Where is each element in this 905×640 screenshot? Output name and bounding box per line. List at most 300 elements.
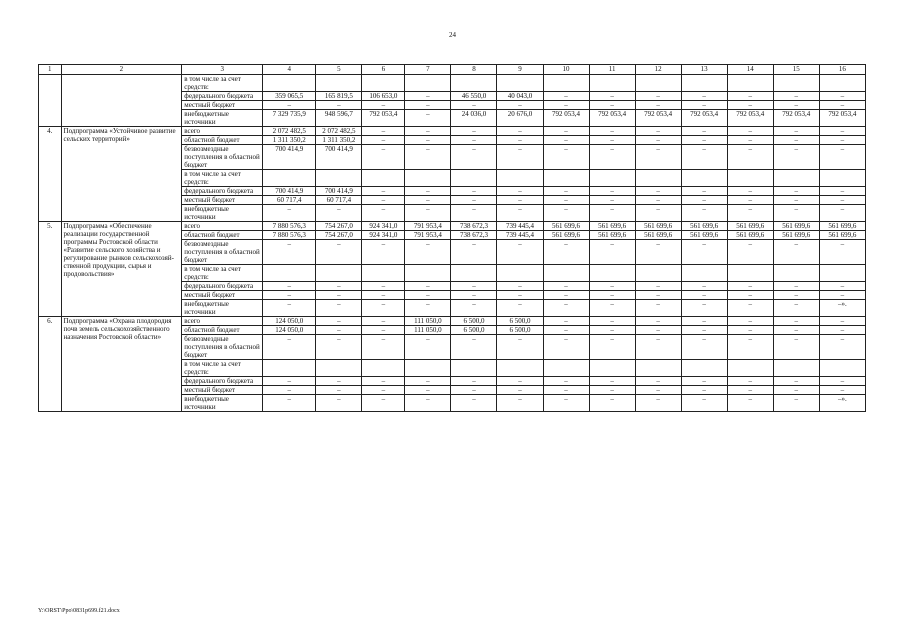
amount-cell: – <box>497 205 543 222</box>
amount-cell: – <box>819 136 865 145</box>
amount-cell: – <box>819 127 865 136</box>
amount-cell: 754 267,0 <box>316 222 362 231</box>
amount-cell: – <box>681 386 727 395</box>
funding-source: областной бюджет <box>182 326 263 335</box>
amount-cell: – <box>635 377 681 386</box>
amount-cell <box>819 75 865 92</box>
amount-cell: – <box>819 240 865 265</box>
amount-cell <box>773 170 819 187</box>
amount-cell: 561 699,6 <box>589 222 635 231</box>
amount-cell: – <box>681 326 727 335</box>
amount-cell: – <box>727 145 773 170</box>
amount-cell: – <box>263 291 316 300</box>
amount-cell: – <box>589 282 635 291</box>
amount-cell: 792 053,4 <box>773 110 819 127</box>
amount-cell: – <box>497 300 543 317</box>
amount-cell: –». <box>819 300 865 317</box>
amount-cell: – <box>263 377 316 386</box>
amount-cell: – <box>589 335 635 360</box>
amount-cell <box>773 360 819 377</box>
amount-cell: – <box>635 291 681 300</box>
amount-cell: 561 699,6 <box>773 231 819 240</box>
amount-cell <box>543 170 589 187</box>
amount-cell <box>497 360 543 377</box>
amount-cell: – <box>635 326 681 335</box>
amount-cell: – <box>727 240 773 265</box>
table-row <box>39 75 866 92</box>
amount-cell: – <box>589 300 635 317</box>
amount-cell <box>362 360 405 377</box>
amount-cell <box>543 75 589 92</box>
program-number: 6. <box>39 317 62 412</box>
amount-cell: 6 500,0 <box>497 317 543 326</box>
funding-source: внебюджетные источники <box>182 205 263 222</box>
amount-cell: – <box>451 136 497 145</box>
amount-cell <box>727 265 773 282</box>
amount-cell: – <box>543 127 589 136</box>
amount-cell: – <box>681 196 727 205</box>
amount-cell: – <box>681 205 727 222</box>
amount-cell: – <box>819 317 865 326</box>
amount-cell: – <box>589 187 635 196</box>
amount-cell: – <box>263 395 316 412</box>
amount-cell: – <box>635 240 681 265</box>
amount-cell: – <box>497 386 543 395</box>
amount-cell: – <box>681 187 727 196</box>
funding-source: внебюджетные источники <box>182 300 263 317</box>
amount-cell: – <box>405 395 451 412</box>
amount-cell: – <box>681 101 727 110</box>
program-number: 5. <box>39 222 62 317</box>
amount-cell: 111 050,0 <box>405 326 451 335</box>
amount-cell <box>589 75 635 92</box>
amount-cell: – <box>362 145 405 170</box>
amount-cell <box>497 265 543 282</box>
amount-cell: – <box>589 326 635 335</box>
amount-cell: – <box>362 317 405 326</box>
amount-cell: – <box>316 395 362 412</box>
amount-cell: – <box>316 101 362 110</box>
amount-cell: – <box>773 92 819 101</box>
amount-cell: – <box>543 300 589 317</box>
amount-cell: 60 717,4 <box>263 196 316 205</box>
amount-cell: – <box>773 145 819 170</box>
funding-source: в том числе за счет средств: <box>182 265 263 282</box>
amount-cell: – <box>727 92 773 101</box>
column-number-header: 13 <box>681 65 727 75</box>
amount-cell <box>543 360 589 377</box>
column-number-header: 6 <box>362 65 405 75</box>
amount-cell: 754 267,0 <box>316 231 362 240</box>
funding-source: безвозмездные поступления в областной бюджет <box>182 240 263 265</box>
amount-cell <box>773 265 819 282</box>
amount-cell: 792 053,4 <box>543 110 589 127</box>
amount-cell: 561 699,6 <box>727 222 773 231</box>
amount-cell: – <box>497 136 543 145</box>
amount-cell: – <box>681 300 727 317</box>
amount-cell: – <box>773 240 819 265</box>
amount-cell: 792 053,4 <box>635 110 681 127</box>
amount-cell: – <box>543 92 589 101</box>
amount-cell: 124 050,0 <box>263 326 316 335</box>
amount-cell <box>773 75 819 92</box>
amount-cell: –». <box>819 395 865 412</box>
amount-cell: – <box>405 205 451 222</box>
amount-cell <box>451 75 497 92</box>
amount-cell <box>589 360 635 377</box>
funding-source: местный бюджет <box>182 291 263 300</box>
amount-cell: – <box>635 395 681 412</box>
amount-cell: 165 819,5 <box>316 92 362 101</box>
amount-cell: – <box>681 127 727 136</box>
column-number-header: 3 <box>182 65 263 75</box>
amount-cell <box>451 170 497 187</box>
column-number-header: 16 <box>819 65 865 75</box>
amount-cell: – <box>681 377 727 386</box>
amount-cell: – <box>589 101 635 110</box>
amount-cell: 561 699,6 <box>681 231 727 240</box>
amount-cell <box>405 75 451 92</box>
amount-cell: 561 699,6 <box>589 231 635 240</box>
amount-cell: – <box>451 127 497 136</box>
funding-source: местный бюджет <box>182 386 263 395</box>
amount-cell: – <box>589 145 635 170</box>
amount-cell: – <box>543 187 589 196</box>
amount-cell: – <box>543 395 589 412</box>
amount-cell <box>589 170 635 187</box>
amount-cell: – <box>589 386 635 395</box>
amount-cell: – <box>727 205 773 222</box>
column-number-header: 4 <box>263 65 316 75</box>
amount-cell: 111 050,0 <box>405 317 451 326</box>
funding-source: областной бюджет <box>182 231 263 240</box>
funding-source: местный бюджет <box>182 196 263 205</box>
funding-source: всего <box>182 317 263 326</box>
amount-cell: – <box>773 377 819 386</box>
amount-cell: – <box>819 145 865 170</box>
amount-cell <box>727 360 773 377</box>
funding-source: внебюджетные источники <box>182 110 263 127</box>
funding-source: безвозмездные поступления в областной бюджет <box>182 145 263 170</box>
amount-cell: – <box>543 205 589 222</box>
amount-cell: – <box>773 300 819 317</box>
amount-cell: – <box>543 240 589 265</box>
column-number-header: 10 <box>543 65 589 75</box>
amount-cell: 791 953,4 <box>405 231 451 240</box>
amount-cell: – <box>263 240 316 265</box>
amount-cell: 46 550,0 <box>451 92 497 101</box>
amount-cell: 738 672,3 <box>451 222 497 231</box>
amount-cell: – <box>451 395 497 412</box>
amount-cell: – <box>819 196 865 205</box>
amount-cell: – <box>405 136 451 145</box>
amount-cell: – <box>819 326 865 335</box>
amount-cell: – <box>362 282 405 291</box>
page-number: 24 <box>449 31 456 39</box>
amount-cell: – <box>497 145 543 170</box>
amount-cell: – <box>451 282 497 291</box>
amount-cell: – <box>589 317 635 326</box>
amount-cell: – <box>497 282 543 291</box>
amount-cell <box>405 360 451 377</box>
amount-cell: – <box>681 395 727 412</box>
amount-cell <box>543 265 589 282</box>
amount-cell: 700 414,9 <box>263 187 316 196</box>
amount-cell: – <box>773 187 819 196</box>
amount-cell: – <box>635 136 681 145</box>
amount-cell: – <box>819 335 865 360</box>
amount-cell: – <box>727 101 773 110</box>
amount-cell <box>263 170 316 187</box>
amount-cell: – <box>773 205 819 222</box>
amount-cell: 6 500,0 <box>497 326 543 335</box>
amount-cell: – <box>543 386 589 395</box>
amount-cell: – <box>316 377 362 386</box>
amount-cell: 700 414,9 <box>316 145 362 170</box>
funding-source: внебюджетные источники <box>182 395 263 412</box>
column-number-header: 12 <box>635 65 681 75</box>
amount-cell <box>681 75 727 92</box>
amount-cell: – <box>405 282 451 291</box>
amount-cell <box>635 360 681 377</box>
amount-cell: – <box>635 317 681 326</box>
amount-cell: 2 072 482,5 <box>263 127 316 136</box>
amount-cell: 924 341,0 <box>362 231 405 240</box>
program-name: Подпрограмма «Обеспечение реализации государственной программы Ростовской области «Развитие сельского хозяйства и регулирование рынков сельскохозяй-ственной продукции, сырья и продовольствия» <box>61 222 182 317</box>
amount-cell: – <box>543 335 589 360</box>
amount-cell: 561 699,6 <box>727 231 773 240</box>
amount-cell: – <box>362 187 405 196</box>
funding-source: федерального бюджета <box>182 187 263 196</box>
amount-cell: – <box>635 300 681 317</box>
amount-cell: 739 445,4 <box>497 231 543 240</box>
amount-cell: – <box>773 335 819 360</box>
column-number-header: 9 <box>497 65 543 75</box>
amount-cell: – <box>497 377 543 386</box>
amount-cell: – <box>773 282 819 291</box>
amount-cell: – <box>589 196 635 205</box>
amount-cell: 7 329 735,9 <box>263 110 316 127</box>
amount-cell: – <box>405 377 451 386</box>
amount-cell: – <box>681 240 727 265</box>
funding-source: безвозмездные поступления в областной бюджет <box>182 335 263 360</box>
amount-cell: – <box>543 282 589 291</box>
amount-cell: – <box>773 291 819 300</box>
amount-cell: – <box>405 386 451 395</box>
amount-cell: – <box>451 300 497 317</box>
amount-cell: – <box>773 395 819 412</box>
amount-cell: – <box>727 196 773 205</box>
amount-cell: – <box>635 127 681 136</box>
amount-cell: – <box>635 386 681 395</box>
amount-cell: 40 043,0 <box>497 92 543 101</box>
amount-cell: – <box>773 386 819 395</box>
funding-source: всего <box>182 127 263 136</box>
amount-cell: – <box>405 335 451 360</box>
amount-cell: – <box>727 395 773 412</box>
amount-cell <box>819 265 865 282</box>
amount-cell: – <box>263 335 316 360</box>
amount-cell <box>263 265 316 282</box>
amount-cell: – <box>362 136 405 145</box>
amount-cell: – <box>681 92 727 101</box>
amount-cell: – <box>773 196 819 205</box>
amount-cell: 7 880 576,3 <box>263 222 316 231</box>
amount-cell: – <box>451 240 497 265</box>
amount-cell <box>451 360 497 377</box>
amount-cell: – <box>362 240 405 265</box>
amount-cell: – <box>451 101 497 110</box>
amount-cell <box>405 170 451 187</box>
amount-cell <box>263 75 316 92</box>
amount-cell: 1 311 350,2 <box>263 136 316 145</box>
amount-cell: – <box>635 92 681 101</box>
amount-cell: 1 311 350,2 <box>316 136 362 145</box>
amount-cell: – <box>497 240 543 265</box>
funding-source: в том числе за счет средств: <box>182 75 263 92</box>
amount-cell: – <box>681 291 727 300</box>
amount-cell: – <box>589 127 635 136</box>
amount-cell: 739 445,4 <box>497 222 543 231</box>
table-row <box>39 317 866 326</box>
file-path-footer: Y:\ORST\Ppo\0831p699.f21.docx <box>38 608 120 614</box>
amount-cell: 561 699,6 <box>635 231 681 240</box>
amount-cell: – <box>405 240 451 265</box>
amount-cell: 792 053,4 <box>727 110 773 127</box>
amount-cell: 561 699,6 <box>773 222 819 231</box>
column-number-header: 11 <box>589 65 635 75</box>
amount-cell: 7 880 576,3 <box>263 231 316 240</box>
amount-cell: – <box>819 187 865 196</box>
amount-cell: – <box>362 326 405 335</box>
amount-cell: – <box>405 92 451 101</box>
budget-table <box>38 64 866 412</box>
amount-cell: – <box>362 127 405 136</box>
amount-cell <box>405 265 451 282</box>
amount-cell <box>362 170 405 187</box>
amount-cell <box>727 170 773 187</box>
amount-cell: – <box>316 317 362 326</box>
amount-cell: – <box>589 377 635 386</box>
amount-cell <box>497 170 543 187</box>
column-number-header: 15 <box>773 65 819 75</box>
amount-cell: 561 699,6 <box>681 222 727 231</box>
amount-cell: – <box>316 300 362 317</box>
amount-cell: – <box>819 205 865 222</box>
amount-cell: 561 699,6 <box>635 222 681 231</box>
table-row <box>39 127 866 136</box>
amount-cell <box>263 360 316 377</box>
amount-cell <box>316 75 362 92</box>
amount-cell <box>589 265 635 282</box>
amount-cell: – <box>497 196 543 205</box>
amount-cell: – <box>405 127 451 136</box>
amount-cell: 791 953,4 <box>405 222 451 231</box>
amount-cell: – <box>316 326 362 335</box>
amount-cell: – <box>405 145 451 170</box>
amount-cell <box>727 75 773 92</box>
amount-cell: – <box>589 205 635 222</box>
amount-cell: 792 053,4 <box>819 110 865 127</box>
amount-cell <box>316 170 362 187</box>
funding-source: в том числе за счет средств: <box>182 170 263 187</box>
amount-cell: – <box>316 282 362 291</box>
amount-cell: – <box>543 136 589 145</box>
amount-cell: 792 053,4 <box>681 110 727 127</box>
amount-cell: 561 699,6 <box>543 222 589 231</box>
amount-cell: – <box>727 386 773 395</box>
amount-cell: – <box>263 101 316 110</box>
amount-cell: – <box>362 291 405 300</box>
amount-cell: – <box>263 205 316 222</box>
amount-cell: – <box>727 291 773 300</box>
amount-cell: – <box>497 395 543 412</box>
amount-cell: – <box>497 101 543 110</box>
program-number: 4. <box>39 127 62 222</box>
amount-cell <box>451 265 497 282</box>
amount-cell: – <box>635 187 681 196</box>
amount-cell: 561 699,6 <box>819 231 865 240</box>
amount-cell: 106 653,0 <box>362 92 405 101</box>
amount-cell: – <box>405 101 451 110</box>
program-name: Подпрограмма «Охрана плодородия почв земель сельскохозяйственного назначения Ростовской области» <box>61 317 182 412</box>
amount-cell: – <box>316 291 362 300</box>
amount-cell: – <box>635 335 681 360</box>
amount-cell: – <box>727 127 773 136</box>
amount-cell: – <box>681 282 727 291</box>
amount-cell: 6 500,0 <box>451 317 497 326</box>
amount-cell: – <box>316 205 362 222</box>
amount-cell: – <box>451 377 497 386</box>
amount-cell: – <box>727 187 773 196</box>
amount-cell: – <box>635 282 681 291</box>
column-number-header: 2 <box>61 65 182 75</box>
amount-cell: 561 699,6 <box>543 231 589 240</box>
column-number-header: 14 <box>727 65 773 75</box>
amount-cell: – <box>819 282 865 291</box>
amount-cell: 2 072 482,5 <box>316 127 362 136</box>
amount-cell <box>635 75 681 92</box>
amount-cell: – <box>451 335 497 360</box>
amount-cell: – <box>316 335 362 360</box>
amount-cell: 124 050,0 <box>263 317 316 326</box>
amount-cell: – <box>316 240 362 265</box>
amount-cell <box>819 170 865 187</box>
amount-cell: – <box>635 101 681 110</box>
funding-source: в том числе за счет средств: <box>182 360 263 377</box>
amount-cell: – <box>362 196 405 205</box>
funding-source: всего <box>182 222 263 231</box>
amount-cell <box>316 265 362 282</box>
amount-cell: – <box>589 395 635 412</box>
amount-cell: – <box>543 196 589 205</box>
amount-cell: – <box>362 395 405 412</box>
amount-cell: – <box>589 92 635 101</box>
amount-cell: – <box>681 335 727 360</box>
table-row <box>39 222 866 231</box>
amount-cell: – <box>451 145 497 170</box>
program-name <box>61 75 182 127</box>
amount-cell: – <box>263 300 316 317</box>
amount-cell: – <box>589 291 635 300</box>
amount-cell: – <box>635 196 681 205</box>
amount-cell: – <box>773 326 819 335</box>
amount-cell: – <box>819 92 865 101</box>
amount-cell: 561 699,6 <box>819 222 865 231</box>
amount-cell: – <box>819 377 865 386</box>
amount-cell <box>362 265 405 282</box>
amount-cell: – <box>362 335 405 360</box>
